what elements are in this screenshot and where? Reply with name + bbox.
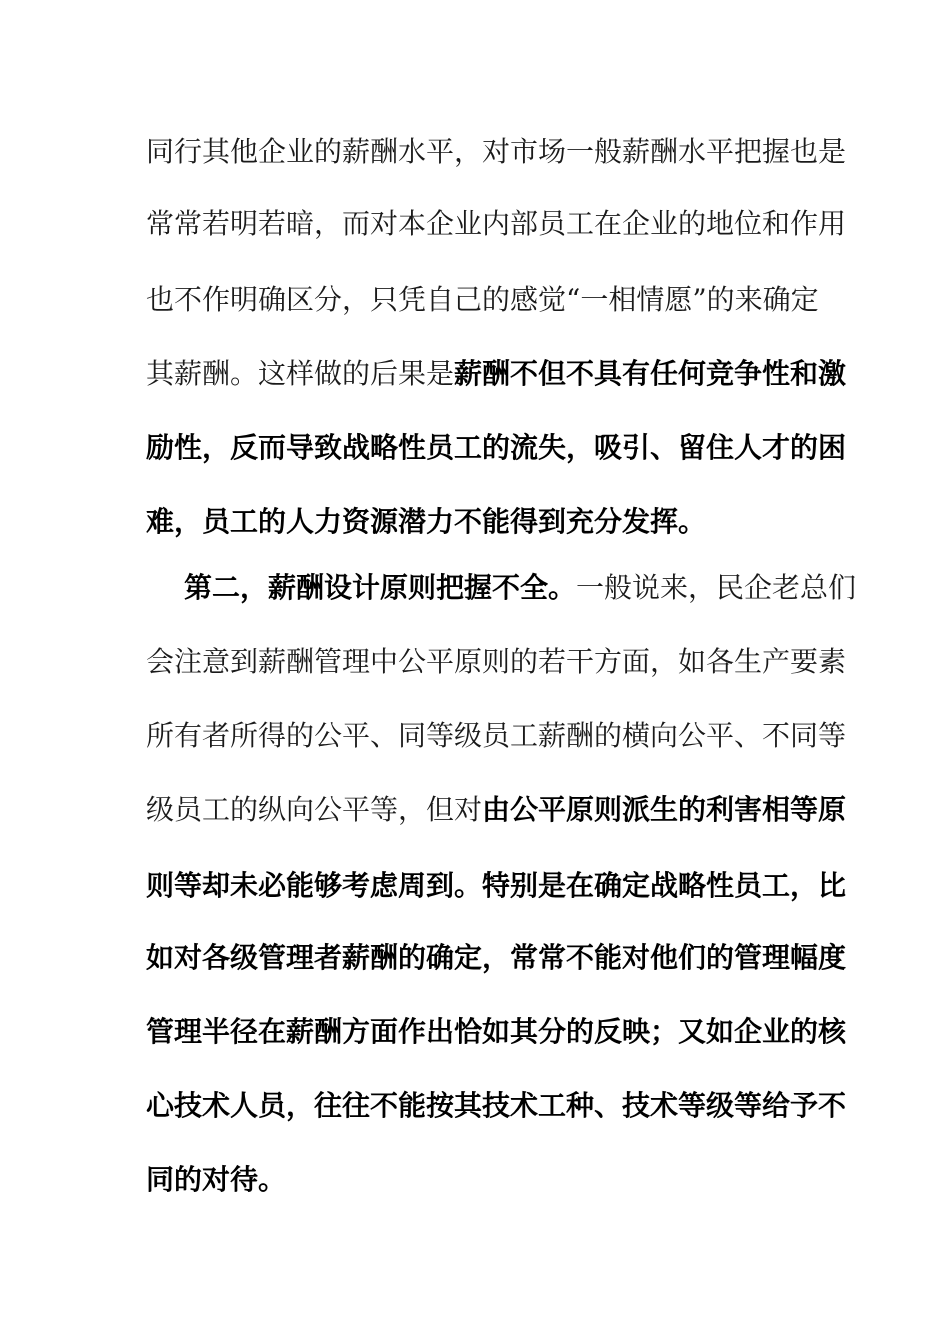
- text-line: [184, 568, 857, 608]
- text-line: 所有者所得的公平、同等级员工薪酬的横向公平、不同等: [146, 719, 847, 752]
- text-normal: 其薪酬。这样做的后果是: [146, 357, 455, 390]
- text-line: 也不作明确区分，只凭自己的感觉“一相情愿”的来确定: [146, 283, 819, 316]
- text-line-bold: 励性，反而导致战略性员工的流失，吸引、留住人才的困: [146, 431, 847, 464]
- text-line-bold: 心技术人员，往往不能按其技术工种、技术等级等给予不: [146, 1089, 847, 1122]
- text-line-bold: 管理半径在薪酬方面作出恰如其分的反映；又如企业的核: [146, 1015, 847, 1048]
- text-line: 会注意到薪酬管理中公平原则的若干方面，如各生产要素: [146, 645, 847, 678]
- text-line-bold: 难，员工的人力资源潜力不能得到充分发挥。: [146, 505, 707, 538]
- text-line: 常常若明若暗，而对本企业内部员工在企业的地位和作用: [146, 207, 847, 240]
- text-line-bold: 同的对待。: [146, 1163, 287, 1196]
- text-normal: 一般说来，民企老总们: [576, 571, 857, 604]
- text-line-bold: 如对各级管理者薪酬的确定，常常不能对他们的管理幅度: [146, 941, 847, 974]
- text-bold: 薪酬不但不具有任何竞争性和激: [454, 357, 847, 390]
- text-line: [146, 790, 847, 830]
- text-line-bold: 则等却未必能够考虑周到。特别是在确定战略性员工，比: [146, 869, 847, 902]
- text-bold: 第二，薪酬设计原则把握不全。: [184, 571, 577, 604]
- text-line: [146, 354, 847, 394]
- text-line: 同行其他企业的薪酬水平，对市场一般薪酬水平把握也是: [146, 135, 847, 168]
- text-normal: 级员工的纵向公平等，但对: [146, 793, 483, 826]
- text-bold: 由公平原则派生的利害相等原: [482, 793, 847, 826]
